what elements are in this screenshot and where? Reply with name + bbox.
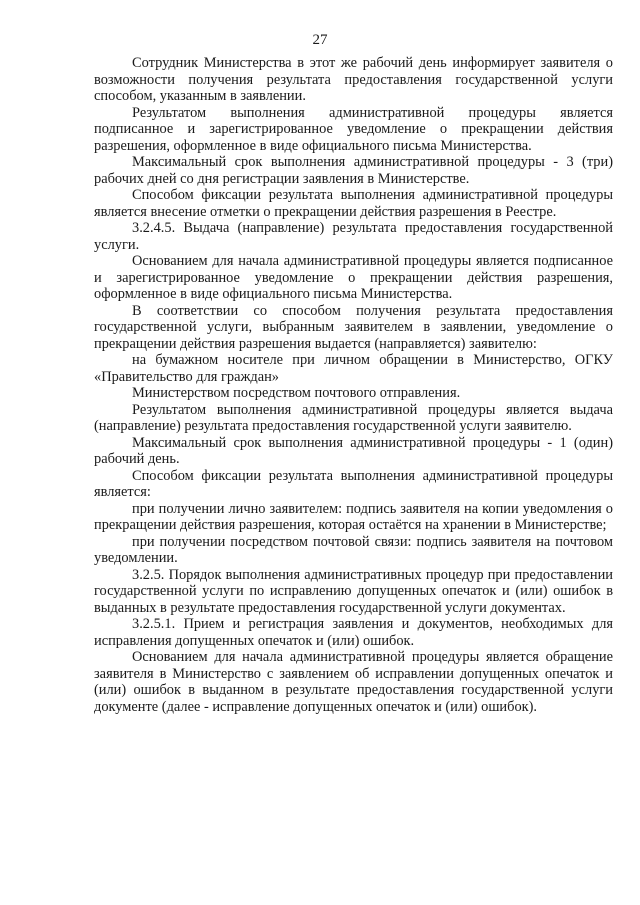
- paragraph: Максимальный срок выполнения административной процедуры - 3 (три) рабочих дней со дня регистрации заявления в Министерстве.: [94, 154, 613, 187]
- paragraph: Результатом выполнения административной процедуры является выдача (направление) результата предоставления государственной услуги заявителю.: [94, 401, 613, 434]
- list-item: при получении посредством почтовой связи: подпись заявителя на почтовом уведомлении.: [94, 533, 613, 566]
- section-heading: 3.2.5. Порядок выполнения административных процедур при предоставлении государственной услуги по исправлению допущенных опечаток и (или) ошибок в выданных в результате предоставления государственной услуги документах.: [94, 566, 613, 616]
- paragraph: Сотрудник Министерства в этот же рабочий день информирует заявителя о возможности получения результата предоставления государственной услуги способом, указанным в заявлении.: [94, 55, 613, 104]
- page-number: 27: [312, 32, 328, 48]
- paragraph: Основанием для начала административной процедуры является подписанное и зарегистрированное уведомление о прекращении действия разрешения, оформленное в виде официального письма Министерства.: [94, 253, 613, 302]
- paragraph: Способом фиксации результата выполнения административной процедуры является внесение отметки о прекращении действия разрешения в Реестре.: [94, 187, 613, 220]
- list-item: при получении лично заявителем: подпись заявителя на копии уведомления о прекращении действия разрешения, которая остаётся на хранении в Министерстве;: [94, 500, 613, 533]
- section-heading: 3.2.4.5. Выдача (направление) результата предоставления государственной услуги.: [94, 220, 613, 253]
- paragraph: Максимальный срок выполнения административной процедуры - 1 (один) рабочий день.: [94, 434, 613, 467]
- list-item: Министерством посредством почтового отправления.: [132, 385, 461, 401]
- paragraph: В соответствии со способом получения результата предоставления государственной услуги, выбранным заявителем в заявлении, уведомление о прекращении действия разрешения выдается (направляется) заявителю:: [94, 302, 613, 352]
- paragraph: Основанием для начала административной процедуры является обращение заявителя в Министерство с заявлением об исправлении допущенных опечаток и (или) ошибок в выданном в результате предоставления государственной услуги документе (далее - исправление допущенных опечаток и (или) ошибок).: [94, 649, 613, 715]
- section-heading: 3.2.5.1. Прием и регистрация заявления и документов, необходимых для исправления допущенных опечаток и (или) ошибок.: [94, 616, 613, 649]
- paragraph: Способом фиксации результата выполнения административной процедуры является:: [94, 467, 613, 500]
- list-item: на бумажном носителе при личном обращении в Министерство, ОГКУ «Правительство для граждан»: [94, 352, 613, 385]
- paragraph: Результатом выполнения административной процедуры является подписанное и зарегистрированное уведомление о прекращении действия разрешения, оформленное в виде официального письма Министерства.: [94, 104, 613, 154]
- document-body: [94, 55, 613, 715]
